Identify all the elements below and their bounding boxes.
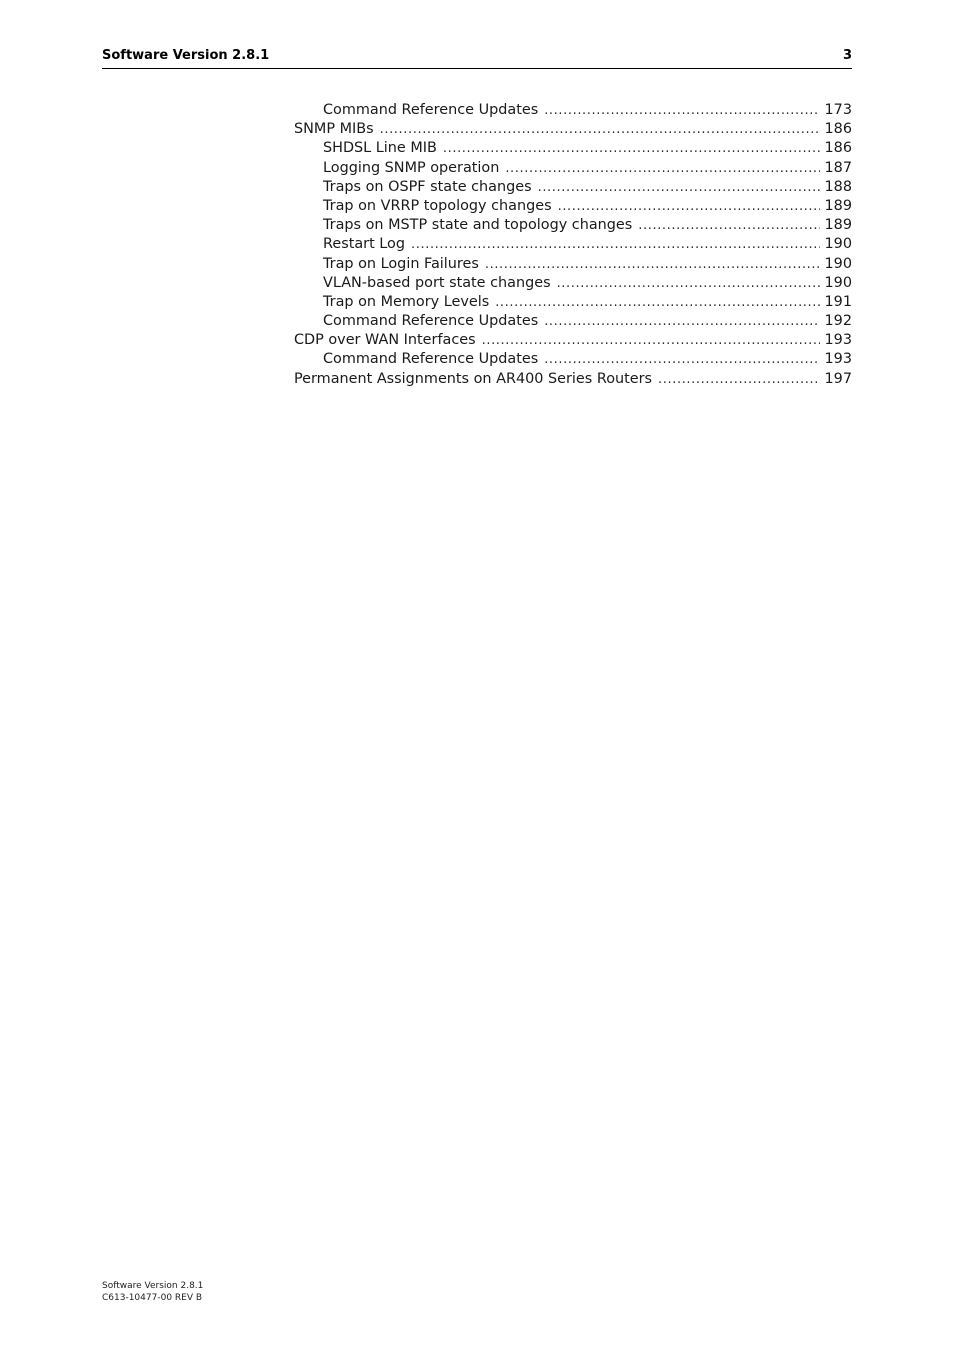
toc-entry[interactable]: [294, 331, 852, 350]
toc-dot-leader: [380, 120, 820, 139]
toc-dot-leader: [495, 293, 819, 312]
header-title: Software Version 2.8.1: [102, 48, 270, 63]
toc-entry-label: Logging SNMP operation: [323, 159, 500, 176]
toc-entry[interactable]: [294, 255, 852, 274]
toc-entry-label: Command Reference Updates: [323, 313, 539, 330]
toc-entry-label: Command Reference Updates: [323, 102, 539, 118]
toc-entry-label: Command Reference Updates: [323, 351, 539, 368]
toc-dot-leader: [482, 331, 820, 350]
toc-entry-page-number: 192: [824, 313, 852, 330]
toc-entry[interactable]: [294, 370, 852, 389]
toc-entry-page-number: 193: [824, 332, 852, 349]
toc-entry-page-number: 190: [824, 274, 852, 291]
toc-entry-page-number: 189: [824, 197, 852, 214]
toc-entry[interactable]: [294, 178, 852, 197]
toc-entry[interactable]: [294, 235, 852, 254]
footer-version: Software Version 2.8.1: [102, 1281, 204, 1291]
toc-entry-page-number: 197: [824, 370, 852, 387]
toc-dot-leader: [443, 139, 820, 158]
toc-entry-page-number: 186: [824, 140, 852, 157]
toc-entry-page-number: 188: [824, 178, 852, 195]
toc-entry[interactable]: [294, 197, 852, 216]
toc-entry-page-number: 193: [824, 351, 852, 368]
toc-entry-page-number: 187: [824, 159, 852, 176]
toc-entry-page-number: 189: [824, 217, 852, 234]
toc-dot-leader: [544, 312, 819, 331]
toc-entry[interactable]: [294, 350, 852, 369]
toc-dot-leader: [411, 235, 820, 254]
toc-entry-label: Traps on OSPF state changes: [323, 178, 532, 195]
toc-entry[interactable]: [294, 216, 852, 235]
toc-entry-label: SHDSL Line MIB: [323, 140, 437, 157]
page-footer: [102, 1280, 203, 1304]
toc-entry-page-number: 173: [824, 102, 852, 118]
toc-entry-label: Restart Log: [323, 236, 406, 253]
toc-entry-page-number: 190: [824, 236, 852, 253]
toc-dot-leader: [505, 159, 819, 178]
toc-entry[interactable]: [294, 312, 852, 331]
toc-entry-label: Trap on VRRP topology changes: [323, 197, 552, 214]
toc-entry-label: CDP over WAN Interfaces: [294, 332, 476, 349]
toc-entry[interactable]: [294, 120, 852, 139]
page-header: [102, 48, 852, 69]
toc-entry[interactable]: [294, 159, 852, 178]
toc-dot-leader: [558, 197, 820, 216]
toc-entry[interactable]: [294, 274, 852, 293]
table-of-contents: [294, 101, 852, 389]
footer-document-code: C613-10477-00 REV B: [102, 1293, 203, 1303]
toc-entry[interactable]: [294, 293, 852, 312]
toc-dot-leader: [557, 274, 820, 293]
toc-entry-label: Permanent Assignments on AR400 Series Routers: [294, 370, 653, 387]
toc-entry-page-number: 190: [824, 255, 852, 272]
toc-entry-label: VLAN-based port state changes: [323, 274, 551, 291]
toc-entry-label: Trap on Login Failures: [323, 255, 479, 272]
toc-dot-leader: [638, 216, 819, 235]
toc-dot-leader: [544, 350, 819, 369]
toc-entry-page-number: 186: [824, 121, 852, 138]
toc-entry-label: Traps on MSTP state and topology changes: [323, 217, 633, 234]
toc-entry-label: SNMP MIBs: [294, 121, 374, 138]
toc-entry-label: Trap on Memory Levels: [323, 293, 490, 310]
toc-dot-leader: [538, 178, 820, 197]
toc-entry[interactable]: [294, 101, 852, 120]
toc-entry-page-number: 191: [824, 293, 852, 310]
header-page-number: 3: [842, 48, 852, 63]
toc-entry[interactable]: [294, 139, 852, 158]
toc-dot-leader: [544, 101, 819, 120]
toc-dot-leader: [658, 370, 820, 389]
toc-dot-leader: [485, 255, 820, 274]
